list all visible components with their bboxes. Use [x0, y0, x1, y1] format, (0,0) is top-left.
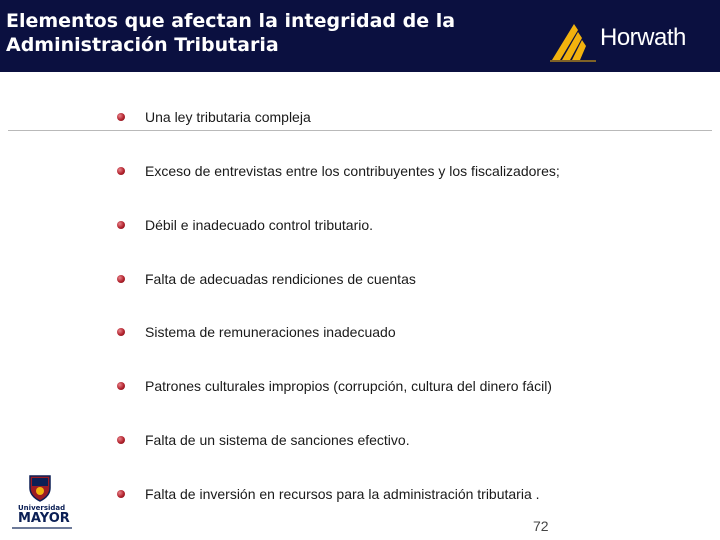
bullet-item	[117, 431, 677, 451]
horwath-logo	[548, 20, 698, 62]
bullet-dot-icon	[117, 275, 125, 283]
university-label: Universidad	[18, 504, 66, 512]
bullet-text: Sistema de remuneraciones inadecuado	[145, 324, 396, 340]
bullet-item	[117, 377, 677, 397]
bullet-dot-icon	[117, 167, 125, 175]
slide-title-line-2: Administración Tributaria	[6, 34, 279, 56]
university-logo	[10, 474, 74, 536]
bullet-text: Falta de un sistema de sanciones efectivo.	[145, 432, 410, 448]
university-underline	[12, 527, 72, 529]
bullet-dot-icon	[117, 382, 125, 390]
slide-header	[0, 0, 720, 72]
bullet-text: Una ley tributaria compleja	[145, 109, 311, 125]
content-divider	[8, 130, 712, 131]
bullet-item	[117, 162, 677, 182]
bullet-dot-icon	[117, 328, 125, 336]
university-shield-icon	[28, 474, 52, 502]
bullet-item	[117, 216, 677, 236]
page-number: 72	[533, 518, 549, 534]
bullet-dot-icon	[117, 490, 125, 498]
bullet-item	[117, 485, 677, 505]
bullet-dot-icon	[117, 221, 125, 229]
horwath-wordmark: Horwath	[600, 24, 686, 51]
bullet-item	[117, 270, 677, 290]
bullet-text: Débil e inadecuado control tributario.	[145, 217, 374, 233]
bullet-text: Exceso de entrevistas entre los contribuyentes y los fiscalizadores;	[145, 163, 560, 179]
bullet-dot-icon	[117, 113, 125, 121]
bullet-dot-icon	[117, 436, 125, 444]
slide-title-line-1: Elementos que afectan la integridad de la	[6, 10, 456, 32]
bullet-item	[117, 108, 677, 128]
horwath-mountain-icon	[548, 20, 598, 62]
slide-title	[6, 9, 526, 57]
bullet-text: Falta de adecuadas rendiciones de cuentas	[145, 271, 416, 287]
bullet-text: Falta de inversión en recursos para la administración tributaria .	[145, 486, 540, 502]
university-name: MAYOR	[18, 511, 70, 526]
bullet-text: Patrones culturales impropios (corrupción, cultura del dinero fácil)	[145, 378, 552, 394]
bullet-item	[117, 323, 677, 343]
